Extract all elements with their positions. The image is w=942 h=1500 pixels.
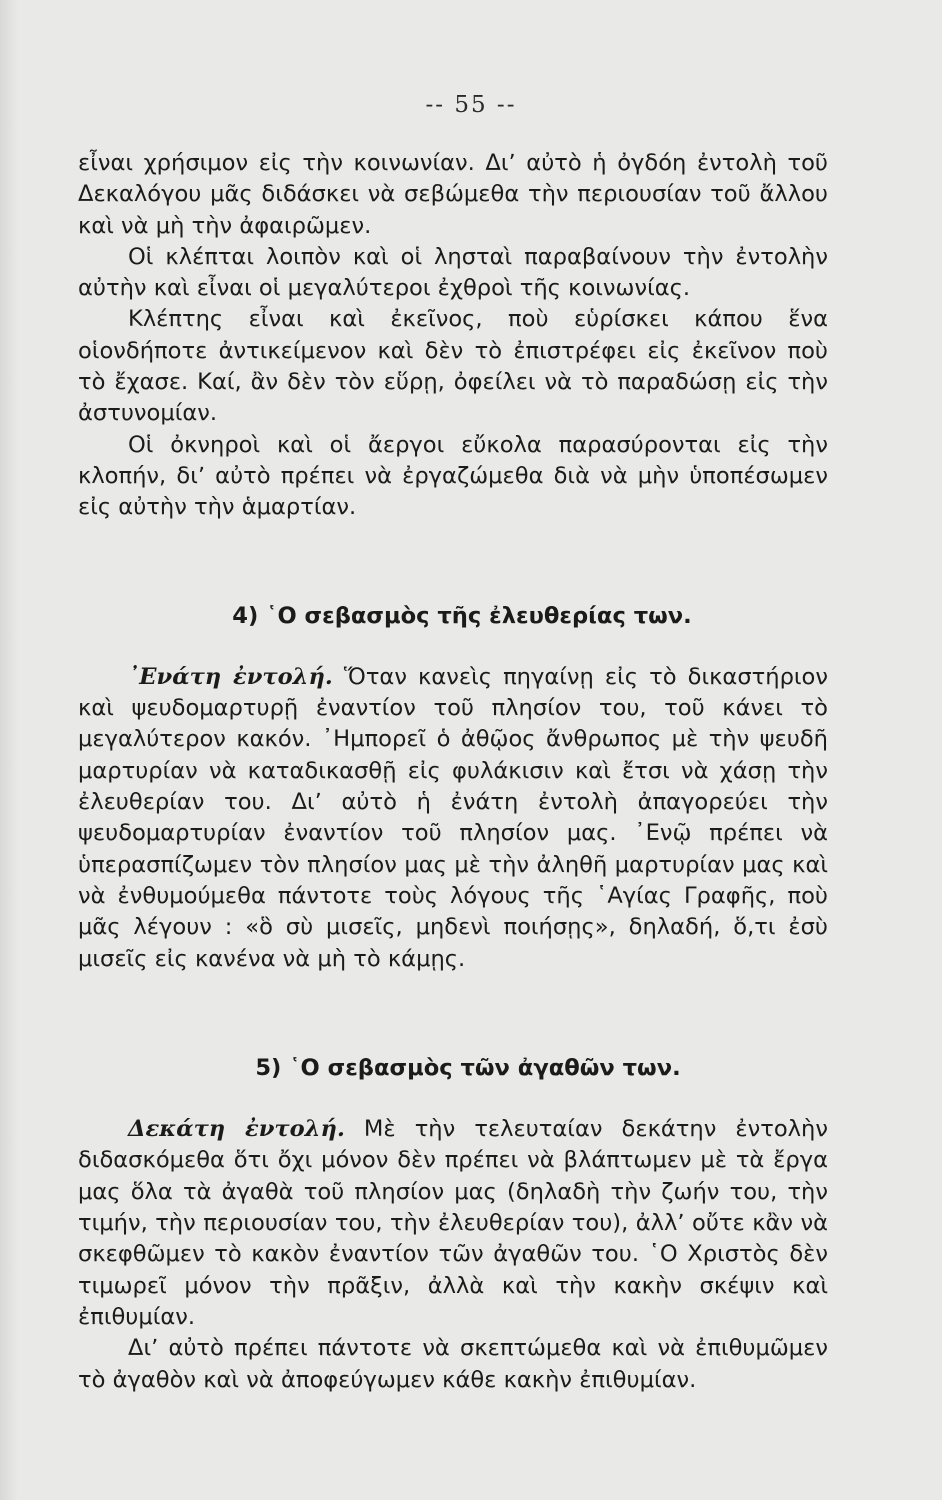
- paragraph-thieves: Οἱ κλέπται λοιπὸν καὶ οἱ λησταὶ παραβαίνουν τὴν ἐντολὴν αὐτὴν καὶ εἶναι οἱ μεγαλύτεροι ἐχθροὶ τῆς κοινωνίας.: [78, 243, 828, 302]
- page-body: [78, 148, 828, 1396]
- section-heading-freedom: 4) ῾Ο σεβασμὸς τῆς ἐλευθερίας των.: [232, 602, 692, 629]
- paragraph-tenth-commandment: [78, 1114, 828, 1333]
- paragraph-ninth-commandment: [78, 662, 828, 975]
- ninth-commandment-text: Ὅταν κανεὶς πηγαίνῃ εἰς τὸ δικαστήριον καὶ ψευδομαρτυρῇ ἐναντίον τοῦ πλησίον του, τοῦ κάνει τὸ μεγαλύτερον κακόν. ᾿Ημπορεῖ ὁ ἀθῷος ἄνθρωπος μὲ τὴν ψευδῆ μαρτυρίαν νὰ καταδικασθῇ εἰς φυλάκισιν καὶ ἔτσι νὰ χάσῃ τὴν ἐλευθερίαν του. Διʼ αὐτὸ ἡ ἐνάτη ἐντολὴ ἀπαγορεύει τὴν ψευδομαρτυρίαν ἐναντίον τοῦ πλησίον μας. ᾿Ενῷ πρέπει νὰ ὑπερασπίζωμεν τὸν πλησίον μας μὲ τὴν ἀληθῆ μαρτυρίαν μας καὶ νὰ ἐνθυμούμεθα πάντοτε τοὺς λόγους τῆς ῾Αγίας Γραφῆς, ποὺ μᾶς λέγουν : «ὃ σὺ μισεῖς, μηδενὶ ποιήσῃς», δηλαδή, ὅ,τι ἐσὺ μισεῖς εἰς κανένα νὰ μὴ τὸ κάμῃς.: [78, 663, 828, 972]
- tenth-commandment-text: Μὲ τὴν τελευταίαν δεκάτην ἐντολὴν διδασκόμεθα ὅτι ὄχι μόνον δὲν πρέπει νὰ βλάπτωμεν μὲ τὰ ἔργα μας ὅλα τὰ ἀγαθὰ τοῦ πλησίον μας (δηλαδὴ τὴν ζωήν του, τὴν τιμήν, τὴν περιουσίαν του, τὴν ἐλευθερίαν του), ἀλλʼ οὔτε κἂν νὰ σκεφθῶμεν τὸ κακὸν ἐναντίον τῶν ἀγαθῶν του. ῾Ο Χριστὸς δὲν τιμωρεῖ μόνον τὴν πρᾶξιν, ἀλλὰ καὶ τὴν κακὴν σκέψιν καὶ ἐπιθυμίαν.: [78, 1116, 828, 1330]
- section-heading-goods: 5) ῾Ο σεβασμὸς τῶν ἀγαθῶν των.: [255, 1054, 681, 1081]
- paragraph-conclusion: Διʼ αὐτὸ πρέπει πάντοτε νὰ σκεπτώμεθα καὶ νὰ ἐπιθυμῶμεν τὸ ἀγαθὸν καὶ νὰ ἀποφεύγωμεν κάθε κακὴν ἐπιθυμίαν.: [78, 1335, 828, 1393]
- page-edge-shadow: [0, 0, 18, 1500]
- paragraph-idle: Οἱ ὀκνηροὶ καὶ οἱ ἄεργοι εὔκολα παρασύρονται εἰς τὴν κλοπήν, διʼ αὐτὸ πρέπει νὰ ἐργαζώμεθα διὰ νὰ μὴν ὑποπέσωμεν εἰς αὐτὴν τὴν ἁμαρτίαν.: [78, 431, 828, 521]
- tenth-commandment-lead: Δεκάτη ἐντολή.: [128, 1116, 345, 1143]
- ninth-commandment-lead: ᾿Ενάτη ἐντολή.: [128, 663, 333, 690]
- page-number: -- 55 --: [425, 92, 517, 118]
- paragraph-continuation: εἶναι χρήσιμον εἰς τὴν κοινωνίαν. Διʼ αὐτὸ ἡ ὀγδόη ἐντολὴ τοῦ Δεκαλόγου μᾶς διδάσκει νὰ σεβώμεθα τὴν περιουσίαν τοῦ ἄλλου καὶ νὰ μὴ τὴν ἀφαιρῶμεν.: [78, 150, 828, 239]
- paragraph-finder: Κλέπτης εἶναι καὶ ἐκεῖνος, ποὺ εὑρίσκει κάπου ἕνα οἱονδήποτε ἀντικείμενον καὶ δὲν τὸ ἐπιστρέφει εἰς ἐκεῖνον ποὺ τὸ ἔχασε. Καί, ἂν δὲν τὸν εὕρῃ, ὀφείλει νὰ τὸ παραδώσῃ εἰς τὴν ἀστυνομίαν.: [78, 306, 828, 427]
